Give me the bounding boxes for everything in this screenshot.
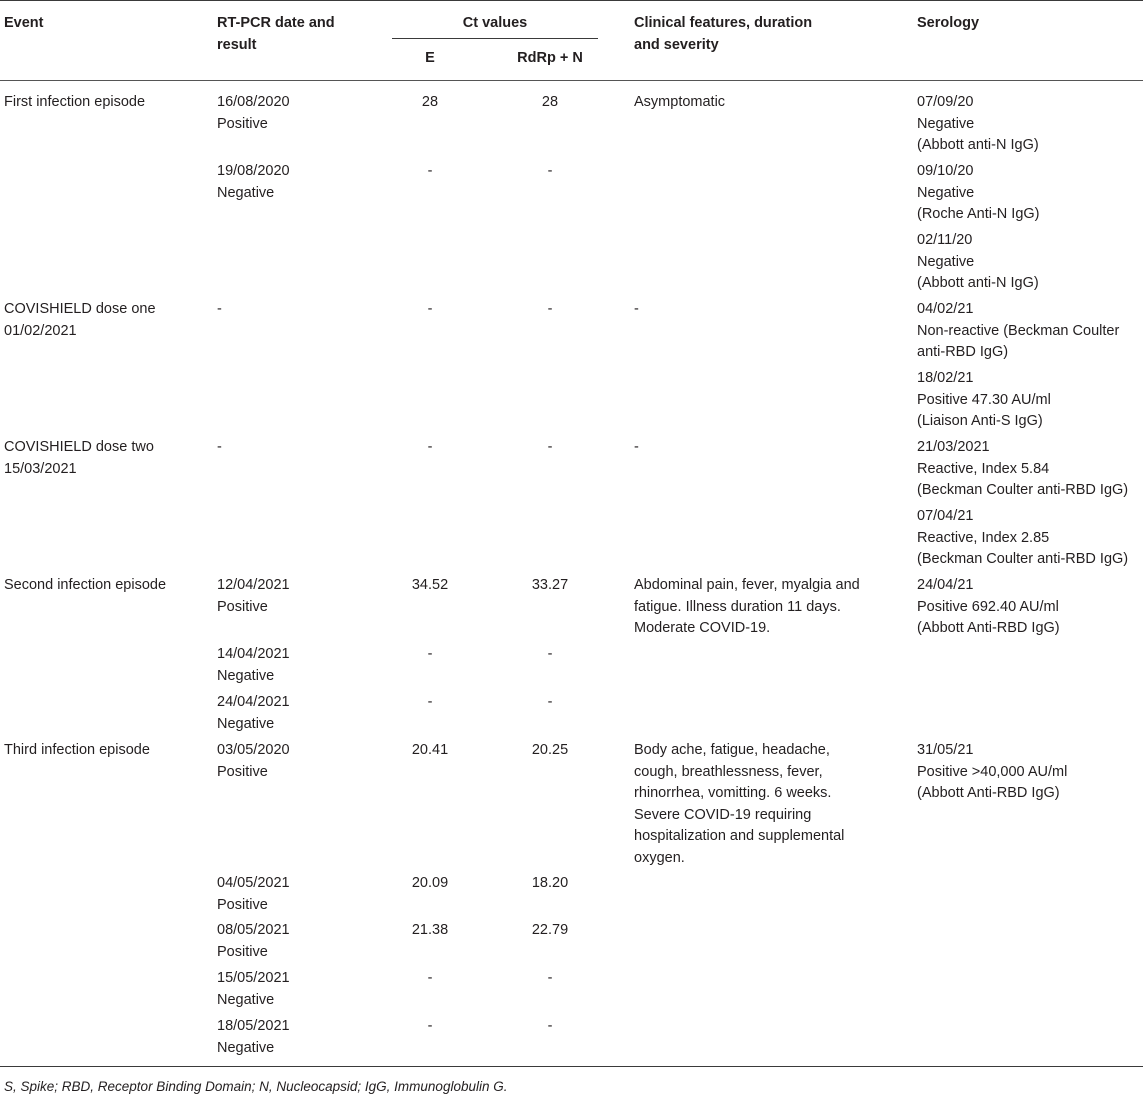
ct-e-value: - [427, 439, 433, 455]
header-ct-e: E [425, 50, 435, 66]
ct-rdrp-value: 18.20 [531, 875, 569, 891]
ct-rdrp-value: 20.25 [531, 742, 569, 758]
ct-rdrp-value: 28 [541, 94, 559, 110]
table-bottom-rule [0, 1066, 1143, 1067]
ct-rdrp-value: 33.27 [531, 577, 569, 593]
ct-rdrp-value: - [547, 646, 553, 662]
event-dose-two: COVISHIELD dose two 15/03/2021 [4, 439, 154, 477]
clinical-features: Abdominal pain, fever, myalgia and fatigue. Illness duration 11 days. Moderate COVID-19. [634, 577, 860, 636]
ct-values-subrule [392, 38, 598, 39]
pcr-result: 14/04/2021 Negative [217, 646, 290, 684]
ct-rdrp-value: - [547, 439, 553, 455]
header-ct-rdrp: RdRp + N [517, 50, 583, 66]
pcr-result: 12/04/2021 Positive [217, 577, 290, 615]
clinical-features: - [634, 439, 639, 455]
ct-e-value: - [427, 163, 433, 179]
pcr-result: 03/05/2020 Positive [217, 742, 290, 780]
pcr-result: 08/05/2021 Positive [217, 922, 290, 960]
event-dose-one: COVISHIELD dose one 01/02/2021 [4, 301, 156, 339]
table-top-rule [0, 0, 1143, 1]
pcr-result: 18/05/2021 Negative [217, 1018, 290, 1056]
pcr-result: 24/04/2021 Negative [217, 694, 290, 732]
ct-rdrp-value: - [547, 694, 553, 710]
serology-entry: 24/04/21 Positive 692.40 AU/ml (Abbott Anti-RBD IgG) [917, 577, 1060, 636]
table-footnote: S, Spike; RBD, Receptor Binding Domain; N, Nucleocapsid; IgG, Immunoglobulin G. [4, 1079, 508, 1094]
ct-rdrp-value: - [547, 1018, 553, 1034]
clinical-features: - [634, 301, 639, 317]
ct-e-value: 21.38 [411, 922, 449, 938]
ct-e-value: 28 [421, 94, 439, 110]
ct-rdrp-value: - [547, 970, 553, 986]
header-bottom-rule [0, 80, 1143, 81]
pcr-result: 19/08/2020 Negative [217, 163, 290, 201]
ct-e-value: - [427, 970, 433, 986]
event-first-infection: First infection episode [4, 94, 146, 110]
ct-e-value: - [427, 694, 433, 710]
header-ct-values: Ct values [462, 15, 528, 31]
serology-entry: 21/03/2021 Reactive, Index 5.84 (Beckman Coulter anti-RBD IgG) [917, 439, 1129, 498]
event-third-infection: Third infection episode [4, 742, 150, 758]
ct-e-value: - [427, 301, 433, 317]
serology-entry: 31/05/21 Positive >40,000 AU/ml (Abbott Anti-RBD IgG) [917, 742, 1068, 801]
ct-e-value: - [427, 646, 433, 662]
ct-e-value: 20.41 [411, 742, 449, 758]
ct-rdrp-value: - [547, 301, 553, 317]
header-clinical: Clinical features, duration and severity [634, 15, 813, 53]
pcr-result: 15/05/2021 Negative [217, 970, 290, 1008]
ct-e-value: 20.09 [411, 875, 449, 891]
header-event: Event [4, 15, 44, 31]
ct-e-value: - [427, 1018, 433, 1034]
ct-e-value: 34.52 [411, 577, 449, 593]
serology-entry: 02/11/20 Negative (Abbott anti-N IgG) [917, 232, 1039, 291]
header-serology: Serology [917, 15, 980, 31]
clinical-features: Body ache, fatigue, headache, cough, breathlessness, fever, rhinorrhea, vomitting. 6 weeks. Severe COVID-19 requiring hospitalization and supplemental oxygen. [634, 742, 845, 866]
header-rtpcr: RT-PCR date and result [217, 15, 335, 53]
serology-entry: 18/02/21 Positive 47.30 AU/ml (Liaison Anti-S IgG) [917, 370, 1051, 429]
pcr-result: 16/08/2020 Positive [217, 94, 290, 132]
ct-rdrp-value: - [547, 163, 553, 179]
pcr-result: - [217, 439, 222, 455]
pcr-result: - [217, 301, 222, 317]
clinical-features: Asymptomatic [634, 94, 726, 110]
serology-entry: 07/09/20 Negative (Abbott anti-N IgG) [917, 94, 1039, 153]
pcr-result: 04/05/2021 Positive [217, 875, 290, 913]
serology-entry: 07/04/21 Reactive, Index 2.85 (Beckman Coulter anti-RBD IgG) [917, 508, 1129, 567]
serology-entry: 04/02/21 Non-reactive (Beckman Coulter anti-RBD IgG) [917, 301, 1120, 360]
event-second-infection: Second infection episode [4, 577, 167, 593]
serology-entry: 09/10/20 Negative (Roche Anti-N IgG) [917, 163, 1040, 222]
ct-rdrp-value: 22.79 [531, 922, 569, 938]
